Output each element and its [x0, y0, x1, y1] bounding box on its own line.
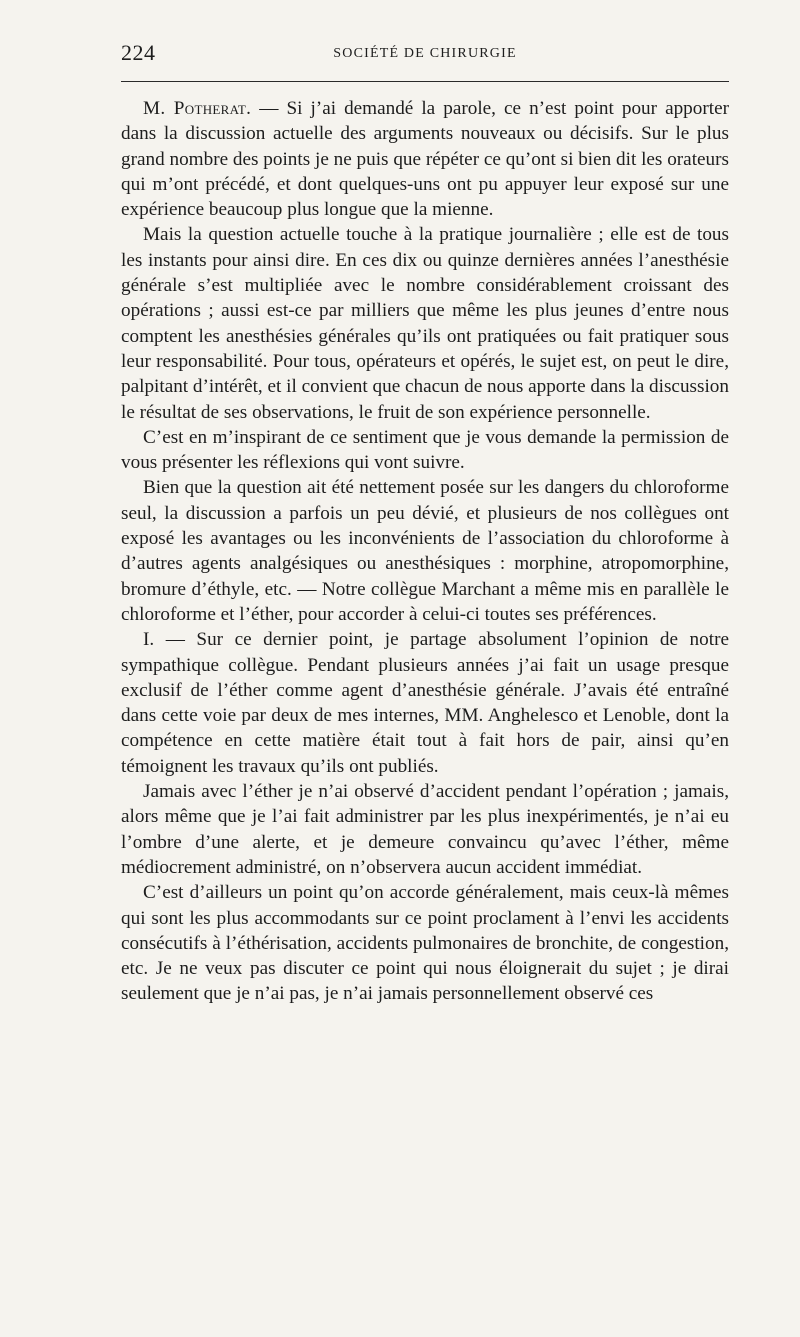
header-rule — [121, 81, 729, 82]
paragraph: Jamais avec l’éther je n’ai observé d’accident pendant l’opération ; jamais, alors même que je l’ai fait administrer par les plus inexpérimentés, je n’ai eu l’ombre d’une alerte, et je demeure convaincu qu’avec l’éther, même médiocrement administré, on n’observera aucun accident immédiat. — [121, 781, 729, 878]
body-text — [121, 96, 729, 1007]
paragraph: I. — Sur ce dernier point, je partage absolument l’opinion de notre sympathique collègue. Pendant plusieurs années j’ai fait un usage presque exclusif de l’éther comme agent d’anesthésie générale. J’avais été entraîné dans cette voie par deux de mes internes, MM. Anghelesco et Lenoble, dont la compétence en cette matière était tout à fait hors de pair, ainsi qu’en témoignent les travaux qu’ils ont publiés. — [121, 629, 729, 777]
paragraph: C’est en m’inspirant de ce sentiment que je vous demande la permission de vous présenter les réflexions qui vont suivre. — [121, 426, 729, 474]
running-title: SOCIÉTÉ DE CHIRURGIE — [333, 46, 517, 61]
page-number: 224 — [121, 40, 156, 65]
paragraph-text: — Si j’ai demandé la parole, ce n’est point pour apporter dans la discussion actuelle des arguments nouveaux ou décisifs. Sur le plus grand nombre des points je ne puis que répéter ce qu’ont si bien dit les orateurs qui m’ont précédé, et dont quelques-uns ont pu appuyer leur exposé sur une expérience beaucoup plus longue que la mienne. — [121, 98, 729, 221]
speaker-name: M. Potherat. — [143, 98, 252, 119]
paragraph — [121, 96, 729, 222]
paragraph: C’est d’ailleurs un point qu’on accorde généralement, mais ceux-là mêmes qui sont les plus accommodants sur ce point proclament à l’envi les accidents consécutifs à l’éthérisation, accidents pulmonaires de bronchite, de congestion, etc. Je ne veux pas discuter ce point qui nous éloignerait du sujet ; je dirai seulement que je n’ai pas, je n’ai jamais personnellement observé ces — [121, 882, 729, 1005]
paragraph: Mais la question actuelle touche à la pratique journalière ; elle est de tous les instants pour ainsi dire. En ces dix ou quinze dernières années l’anesthésie générale s’est multipliée avec le nombre considérablement croissant des opérations ; aussi est-ce par milliers que même les plus jeunes d’entre nous comptent les anesthésies générales qu’ils ont pratiquées ou fait pratiquer sous leur responsabilité. Pour tous, opérateurs et opérés, le sujet est, on peut le dire, palpitant d’intérêt, et il convient que chacun de nous apporte dans la discussion le résultat de ses observations, le fruit de son expérience personnelle. — [121, 224, 729, 423]
paragraph: Bien que la question ait été nettement posée sur les dangers du chloroforme seul, la discussion a parfois un peu dévié, et plusieurs de nos collègues ont exposé les avantages ou les inconvénients de l’association du chloroforme à d’autres agents analgésiques ou anesthésiques : morphine, atropomorphine, bromure d’éthyle, etc. — Notre collègue Marchant a même mis en parallèle le chloroforme et l’éther, pour accorder à celui-ci toutes ses préférences. — [121, 477, 729, 625]
page-header — [121, 40, 729, 76]
